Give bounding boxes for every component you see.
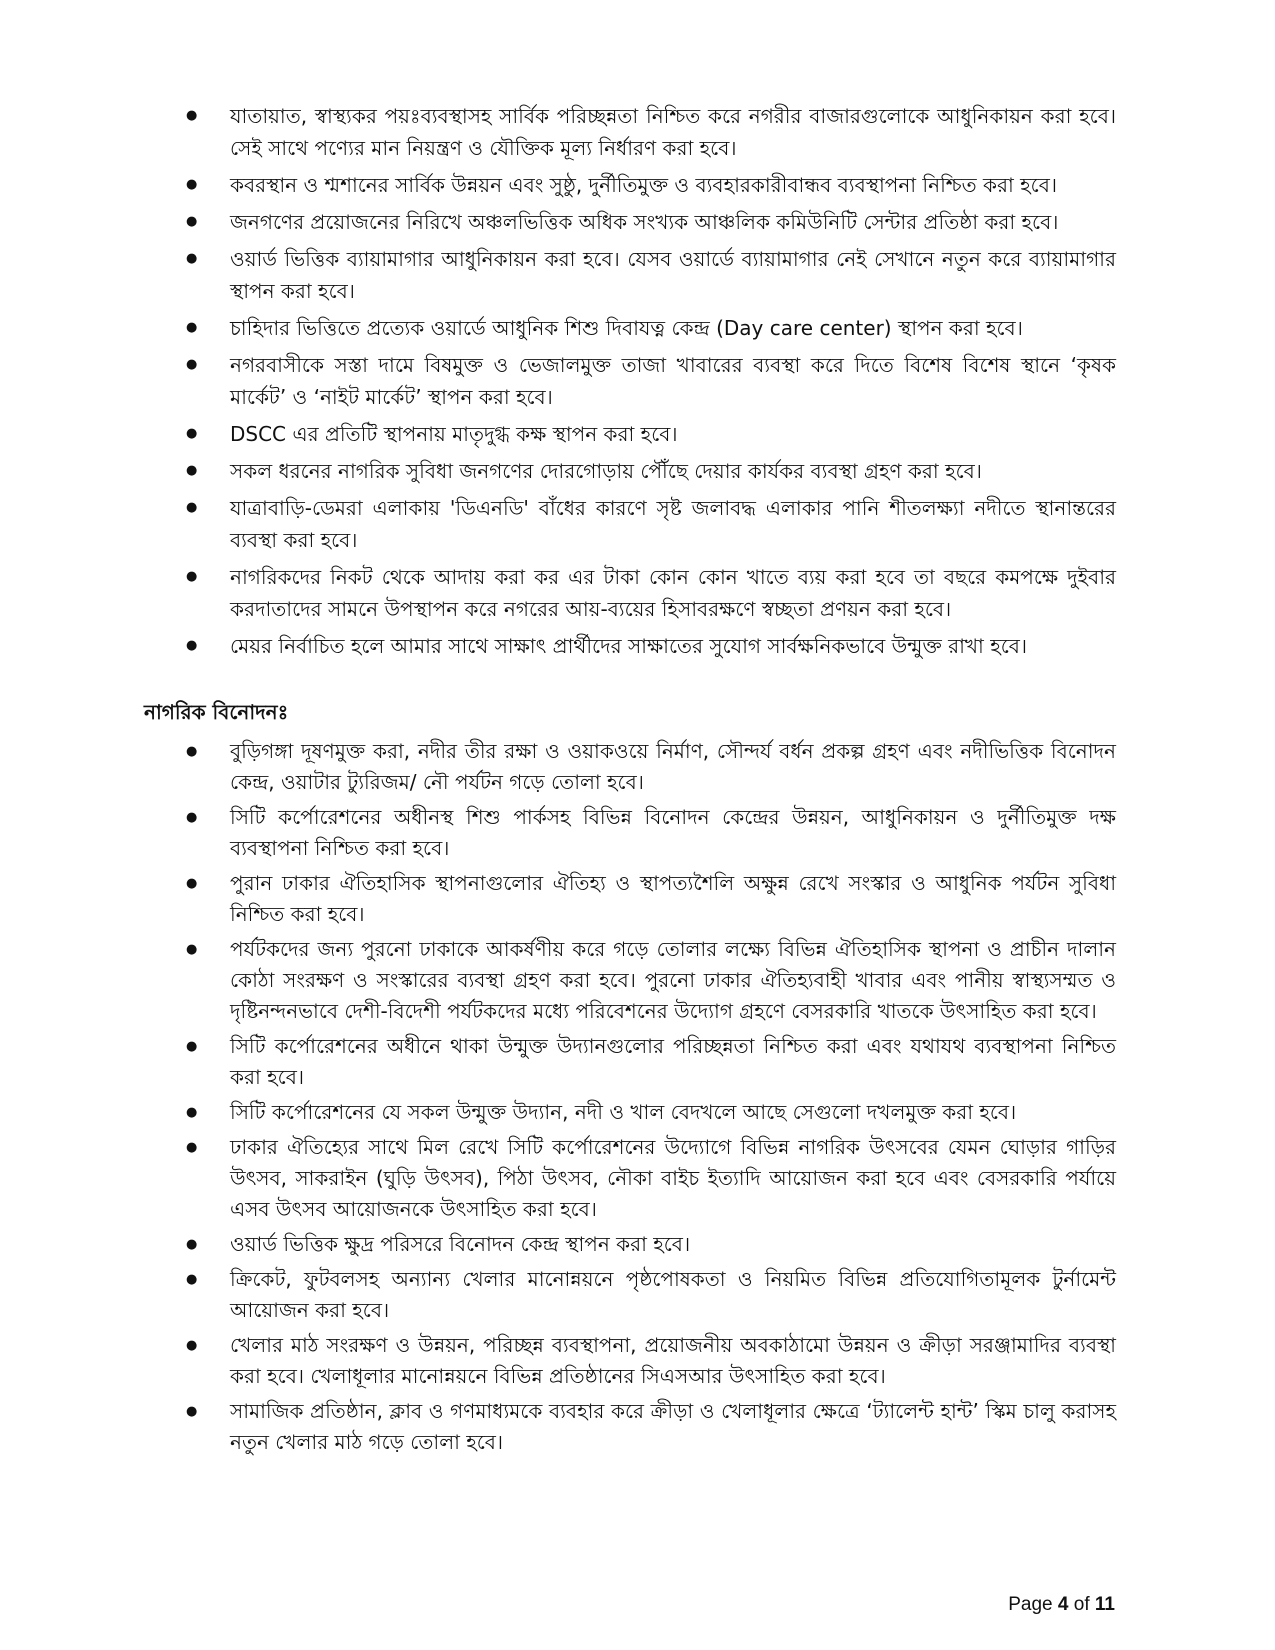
page-total: 11 — [1094, 1594, 1115, 1615]
list-item: ● সামাজিক প্রতিষ্ঠান, ক্লাব ও গণমাধ্যমকে ব্যবহার করে ক্রীড়া ও খেলাধূলার ক্ষেত্রে ‘ট্যালেন্ট হান্ট’ স্কিম চালু করাসহ নতুন খেলার মাঠ গড়ে তোলা হবে। — [186, 1396, 1116, 1458]
bullet-list-recreation — [186, 736, 1116, 1462]
list-item: ● বুড়িগঙ্গা দূষণমুক্ত করা, নদীর তীর রক্ষা ও ওয়াকওয়ে নির্মাণ, সৌন্দর্য বর্ধন প্রকল্প গ্রহণ এবং নদীভিত্তিক বিনোদন কেন্দ্র, ওয়াটার ট্যুরিজম/ নৌ পর্যটন গড়ে তোলা হবে। — [186, 736, 1116, 798]
list-item: ● ঢাকার ঐতিহ্যের সাথে মিল রেখে সিটি কর্পোরেশনের উদ্যোগে বিভিন্ন নাগরিক উৎসবের যেমন ঘোড়ার গাড়ির উৎসব, সাকরাইন (ঘুড়ি উৎসব), পিঠা উৎসব, নৌকা বাইচ ইত্যাদি আয়োজন করা হবে এবং বেসরকারি পর্যায়ে এসব উৎসব আয়োজনকে উৎসাহিত করা হবে। — [186, 1132, 1116, 1225]
list-item: ● নাগরিকদের নিকট থেকে আদায় করা কর এর টাকা কোন কোন খাতে ব্যয় করা হবে তা বছরে কমপক্ষে দুইবার করদাতাদের সামনে উপস্থাপন করে নগরের আয়-ব্যয়ের হিসাবরক্ষণে স্বচ্ছতা প্রণয়ন করা হবে। — [186, 561, 1116, 625]
list-item: ● ওয়ার্ড ভিত্তিক ব্যায়ামাগার আধুনিকায়ন করা হবে। যেসব ওয়ার্ডে ব্যায়ামাগার নেই সেখানে নতুন করে ব্যায়ামাগার স্থাপন করা হবে। — [186, 243, 1116, 307]
list-item: ● সিটি কর্পোরেশনের অধীনে থাকা উন্মুক্ত উদ্যানগুলোর পরিচ্ছন্নতা নিশ্চিত করা এবং যথাযথ ব্যবস্থাপনা নিশ্চিত করা হবে। — [186, 1031, 1116, 1093]
list-item: ● ওয়ার্ড ভিত্তিক ক্ষুদ্র পরিসরে বিনোদন কেন্দ্র স্থাপন করা হবে। — [186, 1229, 1116, 1260]
page-number: 4 — [1057, 1594, 1069, 1615]
list-item: ● খেলার মাঠ সংরক্ষণ ও উন্নয়ন, পরিচ্ছন্ন ব্যবস্থাপনা, প্রয়োজনীয় অবকাঠামো উন্নয়ন ও ক্রীড়া সরঞ্জামাদির ব্যবস্থা করা হবে। খেলাধূলার মানোন্নয়নে বিভিন্ন প্রতিষ্ঠানের সিএসআর উৎসাহিত করা হবে। — [186, 1330, 1116, 1392]
of-word: of — [1073, 1594, 1090, 1615]
bullet-list-civic-services — [186, 100, 1116, 667]
list-item: ● সিটি কর্পোরেশনের যে সকল উন্মুক্ত উদ্যান, নদী ও খাল বেদখলে আছে সেগুলো দখলমুক্ত করা হবে। — [186, 1097, 1116, 1128]
list-item: ● DSCC এর প্রতিটি স্থাপনায় মাতৃদুগ্ধ কক্ষ স্থাপন করা হবে। — [186, 418, 1116, 450]
list-item: ● জনগণের প্রয়োজনের নিরিখে অঞ্চলভিত্তিক অধিক সংখ্যক আঞ্চলিক কমিউনিটি সেন্টার প্রতিষ্ঠা করা হবে। — [186, 206, 1116, 238]
list-item: ● সকল ধরনের নাগরিক সুবিধা জনগণের দোরগোড়ায় পৌঁছে দেয়ার কার্যকর ব্যবস্থা গ্রহণ করা হবে। — [186, 455, 1116, 487]
list-item: ● ক্রিকেট, ফুটবলসহ অন্যান্য খেলার মানোন্নয়নে পৃষ্ঠপোষকতা ও নিয়মিত বিভিন্ন প্রতিযোগিতামূলক টুর্নামেন্ট আয়োজন করা হবে। — [186, 1264, 1116, 1326]
page-footer — [1008, 1594, 1115, 1616]
list-item: ● যাতায়াত, স্বাস্থ্যকর পয়ঃব্যবস্থাসহ সার্বিক পরিচ্ছন্নতা নিশ্চিত করে নগরীর বাজারগুলোকে আধুনিকায়ন করা হবে। সেই সাথে পণ্যের মান নিয়ন্ত্রণ ও যৌক্তিক মূল্য নির্ধারণ করা হবে। — [186, 100, 1116, 164]
list-item: ● কবরস্থান ও শ্মশানের সার্বিক উন্নয়ন এবং সুষ্ঠু, দুর্নীতিমুক্ত ও ব্যবহারকারীবান্ধব ব্যবস্থাপনা নিশ্চিত করা হবে। — [186, 169, 1116, 201]
page-word: Page — [1008, 1594, 1053, 1615]
list-item: ● পর্যটকদের জন্য পুরনো ঢাকাকে আকর্ষণীয় করে গড়ে তোলার লক্ষ্যে বিভিন্ন ঐতিহাসিক স্থাপনা ও প্রাচীন দালান কোঠা সংরক্ষণ ও সংস্কারের ব্যবস্থা গ্রহণ করা হবে। পুরনো ঢাকার ঐতিহ্যবাহী খাবার এবং পানীয় স্বাস্থ্যসম্মত ও দৃষ্টিনন্দনভাবে দেশী-বিদেশী পর্যটকদের মধ্যে পরিবেশনের উদ্যোগ গ্রহণে বেসরকারি খাতকে উৎসাহিত করা হবে। — [186, 934, 1116, 1027]
list-item: ● পুরান ঢাকার ঐতিহাসিক স্থাপনাগুলোর ঐতিহ্য ও স্থাপত্যশৈলি অক্ষুন্ন রেখে সংস্কার ও আধুনিক পর্যটন সুবিধা নিশ্চিত করা হবে। — [186, 868, 1116, 930]
list-item: ● চাহিদার ভিত্তিতে প্রত্যেক ওয়ার্ডে আধুনিক শিশু দিবাযত্ন কেন্দ্র (Day care center) স্থাপন করা হবে। — [186, 312, 1116, 344]
list-item: ● সিটি কর্পোরেশনের অধীনস্থ শিশু পার্কসহ বিভিন্ন বিনোদন কেন্দ্রের উন্নয়ন, আধুনিকায়ন ও দুর্নীতিমুক্ত দক্ষ ব্যবস্থাপনা নিশ্চিত করা হবে। — [186, 802, 1116, 864]
section-heading: নাগরিক বিনোদনঃ — [144, 700, 289, 724]
list-item: ● যাত্রাবাড়ি-ডেমরা এলাকায় 'ডিএনডি' বাঁধের কারণে সৃষ্ট জলাবদ্ধ এলাকার পানি শীতলক্ষ্যা নদীতে স্থানান্তরের ব্যবস্থা করা হবে। — [186, 492, 1116, 556]
list-item: ● নগরবাসীকে সস্তা দামে বিষমুক্ত ও ভেজালমুক্ত তাজা খাবারের ব্যবস্থা করে দিতে বিশেষ বিশেষ স্থানে ‘কৃষক মার্কেট’ ও ‘নাইট মার্কেট’ স্থাপন করা হবে। — [186, 349, 1116, 413]
list-item: ● মেয়র নির্বাচিত হলে আমার সাথে সাক্ষাৎ প্রার্থীদের সাক্ষাতের সুযোগ সার্বক্ষনিকভাবে উন্মুক্ত রাখা হবে। — [186, 630, 1116, 662]
